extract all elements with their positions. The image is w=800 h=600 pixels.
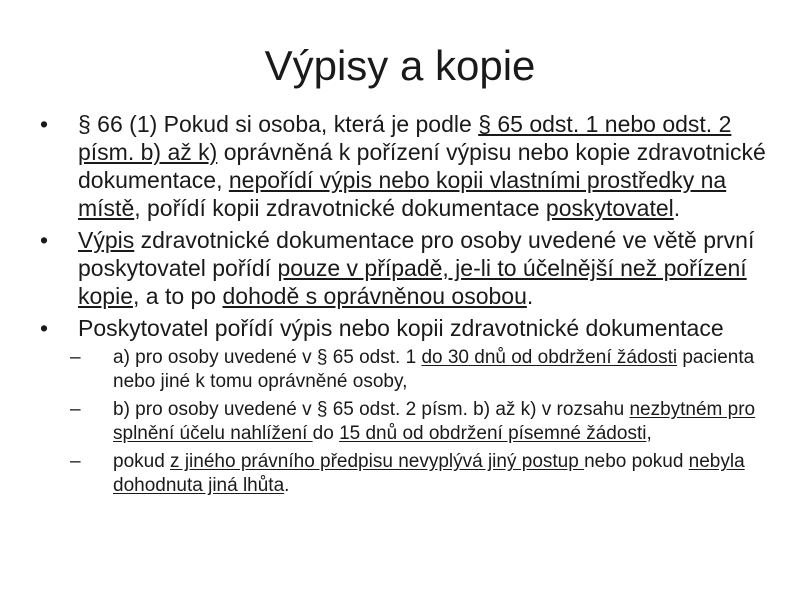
text-run: b) pro osoby uvedené v § 65 odst. 2 písm. b) až k) v rozsahu <box>113 399 630 420</box>
text-run: zdravotnické dokumentace pro osoby uvedené ve větě první poskytovatel pořídí <box>78 227 755 281</box>
text-run: . <box>284 475 290 496</box>
underlined-text: pouze v případě, je-li to účelnější než pořízení kopie <box>78 255 747 309</box>
text-run: pokud <box>113 451 171 472</box>
underlined-text: 15 dnů od obdržení písemné žádosti <box>339 423 647 444</box>
underlined-text: poskytovatel <box>545 195 674 221</box>
dash-icon: – <box>70 347 81 368</box>
sub-bullet-item-2 <box>40 398 780 446</box>
bullet-item-3 <box>40 314 780 342</box>
slide-title: Výpisy a kopie <box>264 42 536 89</box>
underlined-text: nebyla dohodnuta jiná lhůta <box>113 451 745 496</box>
sub-bullet-item-3 <box>40 450 780 498</box>
bullet-dot-icon: • <box>40 111 49 137</box>
underlined-text: nepořídí výpis nebo kopii vlastními prostředky na místě <box>78 167 727 221</box>
text-run: nebo pokud <box>584 451 689 472</box>
bullet-dot-icon: • <box>40 315 49 341</box>
underlined-text: do 30 dnů od obdržení žádosti <box>421 347 678 368</box>
text-run: pacienta nebo jiné k tomu oprávněné osoby, <box>113 347 755 392</box>
dash-icon: – <box>70 399 81 420</box>
dash-icon: – <box>70 451 81 472</box>
underlined-text: § 65 odst. 1 nebo odst. 2 písm. b) až k) <box>78 111 732 165</box>
underlined-text: Výpis <box>78 227 135 253</box>
text-run: , a to po <box>132 283 223 309</box>
text-run: , <box>646 423 652 444</box>
text-run: , pořídí kopii zdravotnické dokumentace <box>134 195 546 221</box>
sub-bullet-item-1 <box>40 346 780 394</box>
text-run: Poskytovatel pořídí výpis nebo kopii zdravotnické dokumentace <box>78 315 724 341</box>
text-run: a) pro osoby uvedené v § 65 odst. 1 <box>113 347 422 368</box>
underlined-text: z jiného právního předpisu nevyplývá jiný postup <box>170 451 585 472</box>
text-run: do <box>312 423 340 444</box>
text-run: . <box>673 195 681 221</box>
slide-content <box>40 110 780 502</box>
bullet-item-1 <box>40 110 780 222</box>
bullet-dot-icon: • <box>40 227 49 253</box>
text-run: § 66 (1) Pokud si osoba, která je podle <box>78 111 479 137</box>
bullet-item-2 <box>40 226 780 310</box>
underlined-text: nezbytném pro splnění účelu nahlížení <box>113 399 756 444</box>
text-run: . <box>526 283 534 309</box>
underlined-text: dohodě s oprávněnou osobou <box>222 283 527 309</box>
text-run: oprávněná k pořízení výpisu nebo kopie zdravotnické dokumentace, <box>78 139 766 193</box>
